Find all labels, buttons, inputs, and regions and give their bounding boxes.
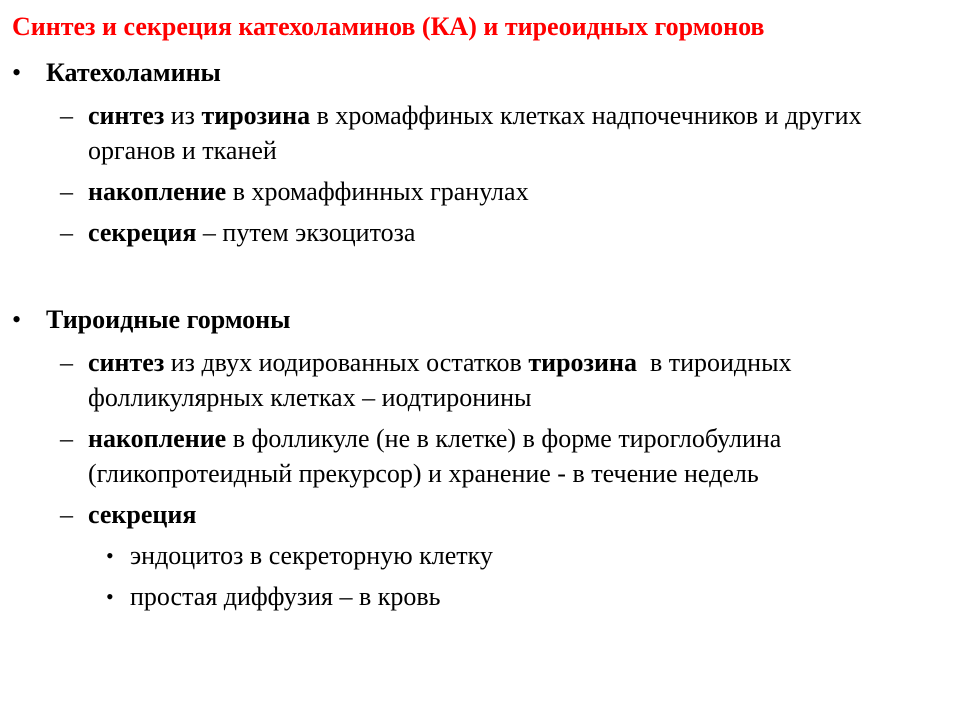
sub-list-item-diffusion (0, 579, 960, 614)
item-term: накопление (88, 424, 227, 453)
list-item-synthesis (0, 345, 960, 415)
slide-content (0, 56, 960, 614)
item-text: в хромаффинных гранулах (226, 177, 529, 206)
item-term: синтез (88, 101, 165, 130)
item-text: в хромаффиных клетках надпочечников и других органов и тканей (88, 101, 862, 165)
list-item-synthesis (0, 98, 960, 168)
sub-item-text: простая диффузия – в кровь (130, 582, 441, 611)
sub-item-text: эндоцитоз в секреторную клетку (130, 541, 493, 570)
dash-icon: – (60, 424, 73, 453)
list-item-accumulation (0, 174, 960, 209)
sub-list-item-endocytosis (0, 538, 960, 573)
item-emphasis: тирозина (201, 101, 311, 130)
section-heading-catecholamines (0, 56, 960, 90)
list-item-accumulation (0, 421, 960, 491)
bullet-icon: • (106, 584, 114, 609)
section-heading-thyroid-hormones (0, 303, 960, 337)
dash-icon: – (60, 500, 73, 529)
item-term: секреция (88, 500, 197, 529)
bullet-icon: • (12, 58, 22, 87)
item-term: синтез (88, 348, 165, 377)
item-text: из двух иодированных остатков (164, 348, 529, 377)
item-text: в тироидных фолликулярных клетках – иодтиронины (88, 348, 799, 412)
dash-icon: – (60, 218, 73, 247)
bullet-icon: • (12, 305, 22, 334)
bullet-icon: • (106, 543, 114, 568)
slide-title: Синтез и секреция катехоламинов (КА) и тиреоидных гормонов (12, 12, 765, 41)
dash-icon: – (60, 348, 73, 377)
item-text: в фолликуле (не в клетке) в форме тироглобулина (гликопротеидный прекурсор) и хранение - в течение недель (88, 424, 782, 488)
item-text: – путем экзоцитоза (196, 218, 416, 247)
item-emphasis: тирозина (528, 348, 637, 377)
list-item-secretion (0, 215, 960, 250)
item-term: накопление (88, 177, 227, 206)
dash-icon: – (60, 101, 73, 130)
item-term: секреция (88, 218, 197, 247)
section-heading-text: Тироидные гормоны (46, 305, 291, 334)
section-heading-text: Катехоламины (46, 58, 221, 87)
item-text: из (164, 101, 202, 130)
list-item-secretion (0, 497, 960, 532)
dash-icon: – (60, 177, 73, 206)
